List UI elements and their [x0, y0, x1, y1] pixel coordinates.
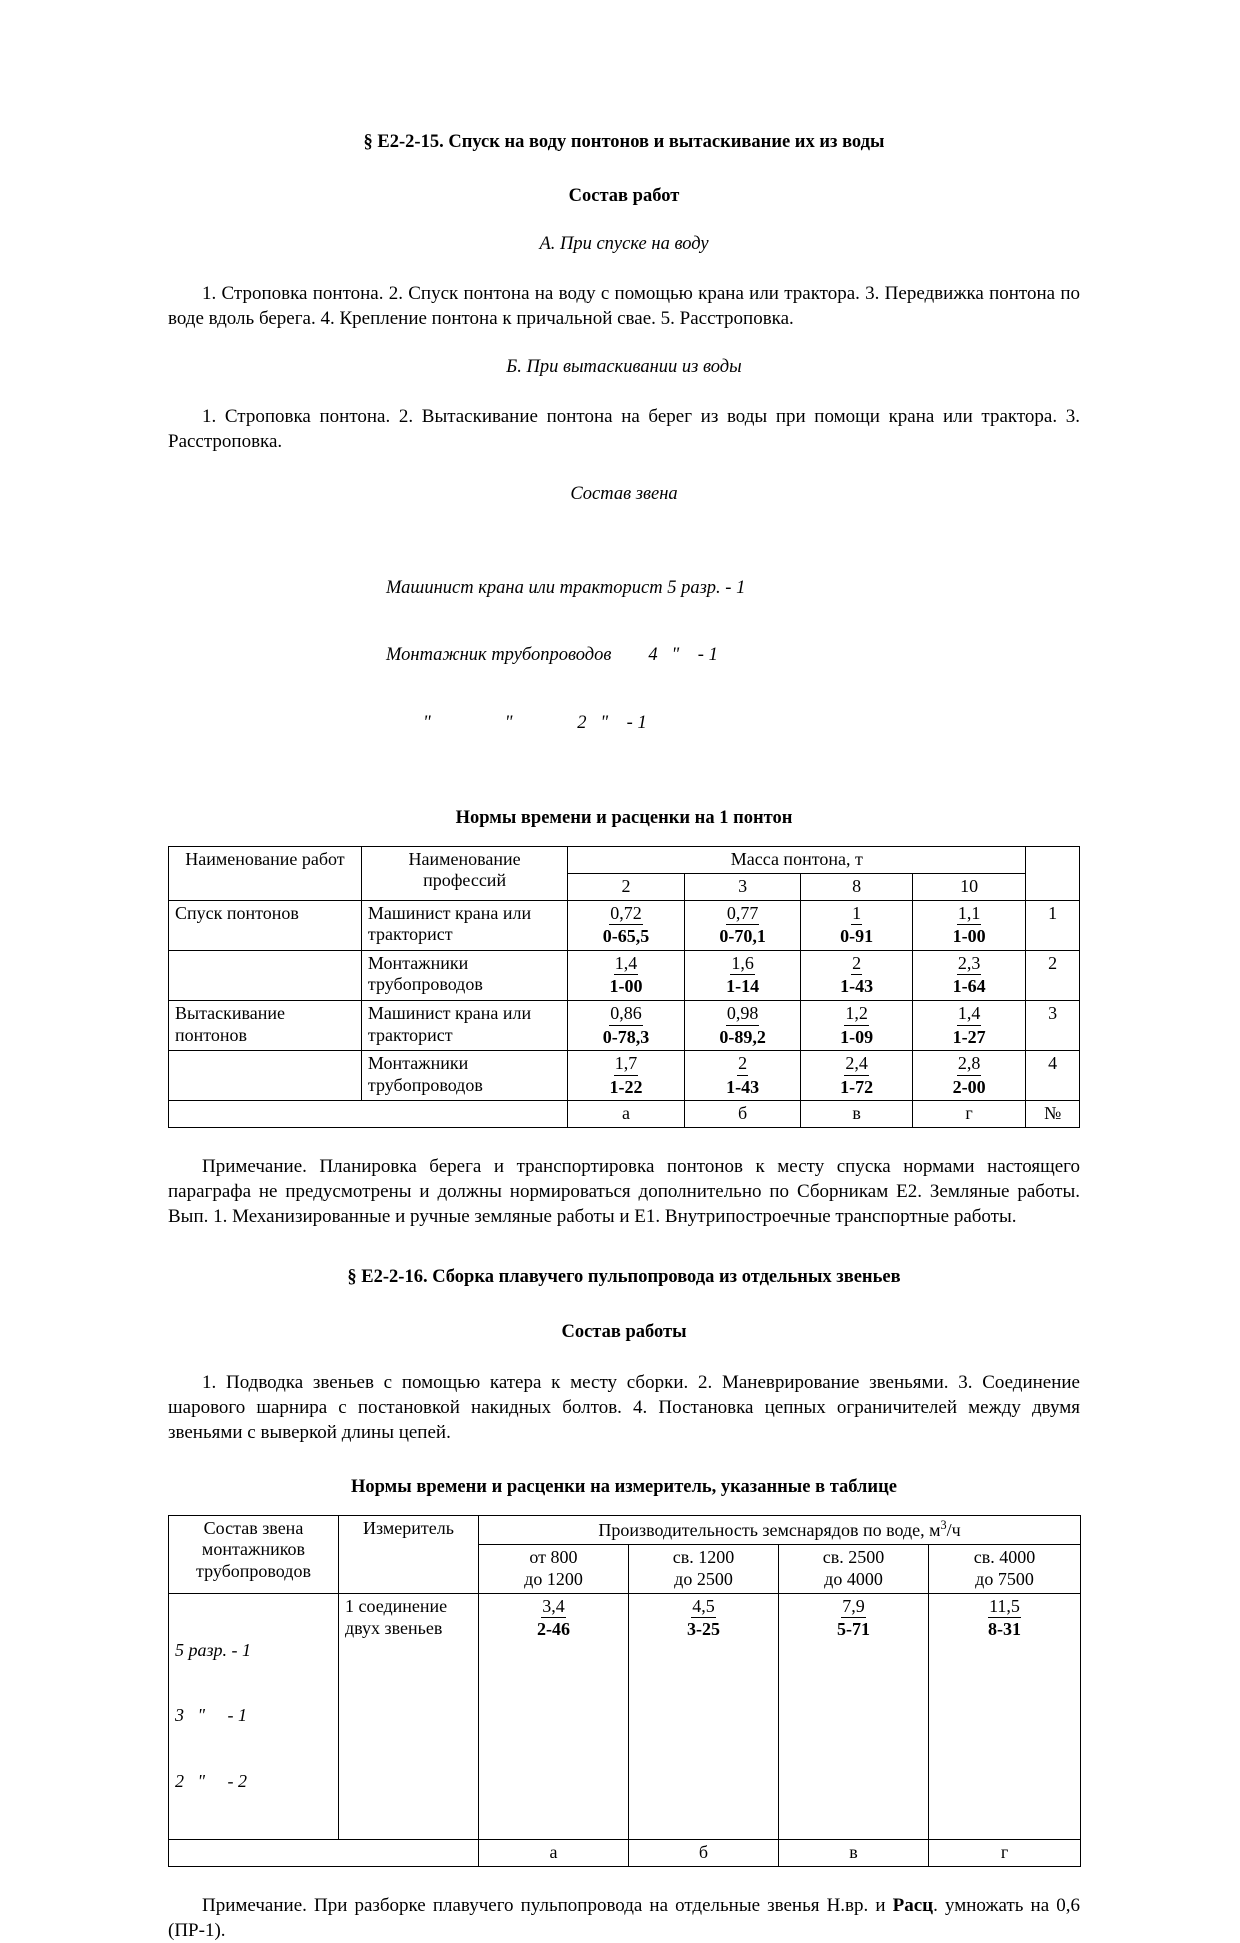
crew-line: Монтажник трубопроводов 4 " - 1 — [386, 645, 718, 666]
row-prof-line1: Машинист крана или — [367, 902, 532, 923]
value-numerator: 3,4 — [541, 1596, 566, 1619]
value-numerator: 2,3 — [957, 953, 982, 976]
footer-blank — [169, 1101, 568, 1128]
value-numerator: 4,5 — [691, 1596, 716, 1619]
col-header-mass-group: Масса понтона, т — [568, 846, 1026, 873]
section-1-crew-heading: Состав звена — [570, 484, 678, 505]
section-2-title: § Е2-2-16. Сборка плавучего пульпопровода из отдельных звеньев — [347, 1267, 901, 1288]
value-numerator: 0,98 — [726, 1003, 760, 1026]
note-bold-rasc: Расц — [892, 1895, 934, 1917]
cell-value — [568, 900, 685, 950]
cell-value — [801, 1051, 912, 1101]
range-col-4 — [929, 1544, 1081, 1593]
row-profession — [361, 900, 567, 950]
note-part-2: . умножать на 0,6 (ПР-1). — [168, 1895, 1080, 1942]
range-line2: до 7500 — [975, 1568, 1034, 1589]
value-denominator: 0-91 — [840, 926, 874, 947]
row-crew-composition — [169, 1593, 339, 1839]
value-numerator: 1,6 — [730, 953, 755, 976]
col-header-index — [1026, 846, 1080, 900]
cell-value — [568, 1000, 685, 1050]
row-prof-line2: тракторист — [367, 924, 453, 945]
section-1-part-b-text: 1. Строповка понтона. 2. Вытаскивание понтона на берег из воды при помощи крана или трактора. 3. Расстроповка. — [168, 406, 1080, 453]
value-denominator: 2-46 — [537, 1619, 570, 1640]
footer-label-number: № — [1026, 1101, 1080, 1128]
row-work-line1: Вытаскивание — [175, 1002, 286, 1023]
value-denominator: 1-43 — [840, 976, 874, 997]
value-numerator: 2 — [737, 1053, 748, 1076]
value-numerator: 0,77 — [726, 903, 760, 926]
col-header-capacity-group — [479, 1515, 1081, 1544]
measure-line2: двух звеньев — [345, 1617, 443, 1638]
value-denominator: 1-00 — [952, 926, 986, 947]
row-work-line2: понтонов — [175, 1024, 248, 1045]
table-header-row — [169, 846, 1080, 873]
range-col-3 — [779, 1544, 929, 1593]
note-part-1: Примечание. При разборке плавучего пульпопровода на отдельные звенья Н.вр. и — [202, 1895, 893, 1917]
table-row — [169, 900, 1080, 950]
cell-value — [912, 1000, 1026, 1050]
footer-label-a: а — [568, 1101, 685, 1128]
section-1-works-heading: Состав работ — [568, 186, 680, 207]
footer-label-v: в — [801, 1101, 912, 1128]
section-1-crew-list — [386, 531, 1080, 779]
crew-line: " " 2 " - 1 — [386, 712, 647, 733]
section-2-works-heading: Состав работы — [561, 1321, 687, 1342]
value-denominator: 0-70,1 — [719, 926, 766, 947]
row-work-name — [169, 1051, 362, 1101]
cell-value — [779, 1593, 929, 1839]
cell-value — [684, 1000, 801, 1050]
row-profession — [361, 950, 567, 1000]
col-header-profession-line1: Наименование — [408, 848, 521, 869]
row-work-line1: Спуск понтонов — [175, 902, 299, 923]
cell-value — [912, 950, 1026, 1000]
value-numerator: 2,8 — [957, 1053, 982, 1076]
section-1-title: § Е2-2-15. Спуск на воду понтонов и вытаскивание их из воды — [363, 132, 885, 152]
row-work-name — [169, 900, 362, 950]
crew-line: 2 " - 2 — [175, 1771, 248, 1792]
row-prof-line2: трубопроводов — [367, 1074, 483, 1095]
value-denominator: 1-43 — [726, 1076, 760, 1097]
value-denominator: 1-64 — [952, 976, 986, 997]
row-prof-line1: Машинист крана или — [367, 1002, 532, 1023]
col-header-crew-line2: монтажников — [201, 1539, 306, 1560]
cell-value — [568, 950, 685, 1000]
row-prof-line2: тракторист — [367, 1024, 453, 1045]
range-line1: св. 2500 — [822, 1546, 885, 1567]
value-denominator: 1-09 — [840, 1026, 874, 1047]
value-numerator: 1,1 — [957, 903, 982, 926]
col-header-crew-line3: трубопроводов — [196, 1561, 311, 1582]
range-col-1 — [479, 1544, 629, 1593]
footer-label-b: б — [629, 1840, 779, 1867]
cell-value — [684, 1051, 801, 1101]
footer-label-a: а — [479, 1840, 629, 1867]
footer-label-b: б — [684, 1101, 801, 1128]
table-1-caption: Нормы времени и расценки на 1 понтон — [455, 807, 793, 828]
cell-value — [684, 900, 801, 950]
norms-table-2 — [168, 1515, 1081, 1867]
table-header-row — [169, 1515, 1081, 1544]
value-numerator: 2,4 — [844, 1053, 869, 1076]
value-denominator: 1-14 — [726, 976, 760, 997]
range-col-2 — [629, 1544, 779, 1593]
value-denominator: 0-89,2 — [719, 1026, 766, 1047]
cell-value — [629, 1593, 779, 1839]
col-header-profession-line2: профессий — [423, 870, 507, 891]
cell-value — [684, 950, 801, 1000]
row-index: 1 — [1026, 900, 1080, 950]
capacity-group-suffix: /ч — [946, 1519, 961, 1540]
cell-value — [801, 1000, 912, 1050]
range-line2: до 4000 — [824, 1568, 883, 1589]
range-line2: до 1200 — [524, 1568, 583, 1589]
cell-value — [912, 900, 1026, 950]
crew-line: 5 разр. - 1 — [175, 1639, 252, 1660]
norms-table-1 — [168, 846, 1080, 1129]
row-prof-line1: Монтажники — [367, 952, 469, 973]
value-denominator: 2-00 — [952, 1076, 986, 1097]
section-1-part-a-heading: А. При спуске на воду — [539, 234, 709, 255]
cell-value — [801, 950, 912, 1000]
section-2-works-text: 1. Подводка звеньев с помощью катера к месту сборки. 2. Маневрирование звеньями. 3. Соединение шарового шарнира с постановкой накидных болтов. 4. Постановка цепных ограничителей между двумя звеньями с выверкой длины цепей. — [168, 1371, 1080, 1443]
row-work-name — [169, 950, 362, 1000]
value-numerator: 7,9 — [841, 1596, 866, 1619]
footer-label-g: г — [912, 1101, 1026, 1128]
row-index: 2 — [1026, 950, 1080, 1000]
mass-col-4: 10 — [912, 873, 1026, 900]
cell-value — [568, 1051, 685, 1101]
value-numerator: 1,4 — [957, 1003, 982, 1026]
value-denominator: 5-71 — [837, 1619, 870, 1640]
crew-line: 3 " - 1 — [175, 1705, 248, 1726]
row-index: 3 — [1026, 1000, 1080, 1050]
table-row — [169, 1051, 1080, 1101]
row-prof-line2: трубопроводов — [367, 974, 483, 995]
capacity-group-prefix: Производительность земснарядов по воде, м — [598, 1519, 941, 1540]
table-row — [169, 1593, 1081, 1839]
row-index: 4 — [1026, 1051, 1080, 1101]
value-denominator: 0-65,5 — [602, 926, 650, 947]
table-row — [169, 950, 1080, 1000]
value-denominator: 3-25 — [687, 1619, 720, 1640]
col-header-crew-line1: Состав звена — [203, 1517, 304, 1538]
col-header-works: Наименование работ — [169, 846, 362, 900]
mass-col-3: 8 — [801, 873, 912, 900]
row-prof-line1: Монтажники — [367, 1053, 469, 1074]
section-1-note: Примечание. Планировка берега и транспортировка понтонов к месту спуска нормами настоящего параграфа не предусмотрены и должны нормироваться дополнительно по Сборникам Е2. Земляные работы. Вып. 1. Механизированные и ручные земляные работы и Е1. Внутрипостроечные транспортные работы. — [168, 1156, 1080, 1228]
value-numerator: 1,4 — [614, 953, 639, 976]
value-numerator: 0,86 — [609, 1003, 643, 1026]
row-measure — [339, 1593, 479, 1839]
row-profession — [361, 1051, 567, 1101]
row-profession — [361, 1000, 567, 1050]
section-1-part-b-heading: Б. При вытаскивании из воды — [506, 357, 742, 378]
value-numerator: 1,2 — [844, 1003, 869, 1026]
range-line1: св. 1200 — [672, 1546, 735, 1567]
value-denominator: 8-31 — [988, 1619, 1022, 1640]
col-header-crew — [169, 1515, 339, 1593]
table-2-caption: Нормы времени и расценки на измеритель, указанные в таблице — [351, 1476, 897, 1497]
footer-label-v: в — [779, 1840, 929, 1867]
value-denominator: 1-72 — [840, 1076, 874, 1097]
value-denominator: 1-22 — [609, 1076, 643, 1097]
col-header-profession — [361, 846, 567, 900]
mass-col-2: 3 — [684, 873, 801, 900]
table-footer-row — [169, 1101, 1080, 1128]
col-header-measure: Измеритель — [339, 1515, 479, 1593]
range-line1: от 800 — [529, 1546, 578, 1567]
row-work-name — [169, 1000, 362, 1050]
table-footer-row — [169, 1840, 1081, 1867]
value-denominator: 1-27 — [952, 1026, 986, 1047]
footer-blank — [169, 1840, 479, 1867]
value-denominator: 1-00 — [609, 976, 643, 997]
range-line2: до 2500 — [674, 1568, 733, 1589]
value-numerator: 1 — [851, 903, 862, 926]
section-2-note — [168, 1893, 1080, 1943]
range-line1: св. 4000 — [973, 1546, 1036, 1567]
footer-label-g: г — [929, 1840, 1081, 1867]
cell-value — [801, 900, 912, 950]
measure-line1: 1 соединение — [345, 1595, 448, 1616]
cell-value — [912, 1051, 1026, 1101]
mass-col-1: 2 — [568, 873, 685, 900]
table-row — [169, 1000, 1080, 1050]
cell-value — [479, 1593, 629, 1839]
value-numerator: 2 — [851, 953, 862, 976]
value-numerator: 0,72 — [609, 903, 643, 926]
value-numerator: 11,5 — [988, 1596, 1021, 1619]
value-denominator: 0-78,3 — [602, 1026, 650, 1047]
section-1-part-a-text: 1. Строповка понтона. 2. Спуск понтона на воду с помощью крана или трактора. 3. Передвижка понтона по воде вдоль берега. 4. Крепление понтона к причальной свае. 5. Расстроповка. — [168, 283, 1080, 330]
value-numerator: 1,7 — [614, 1053, 639, 1076]
crew-line: Машинист крана или тракторист 5 разр. - 1 — [386, 577, 746, 598]
capacity-group-superscript: 3 — [940, 1517, 947, 1532]
cell-value — [929, 1593, 1081, 1839]
page-content — [168, 130, 1080, 1943]
